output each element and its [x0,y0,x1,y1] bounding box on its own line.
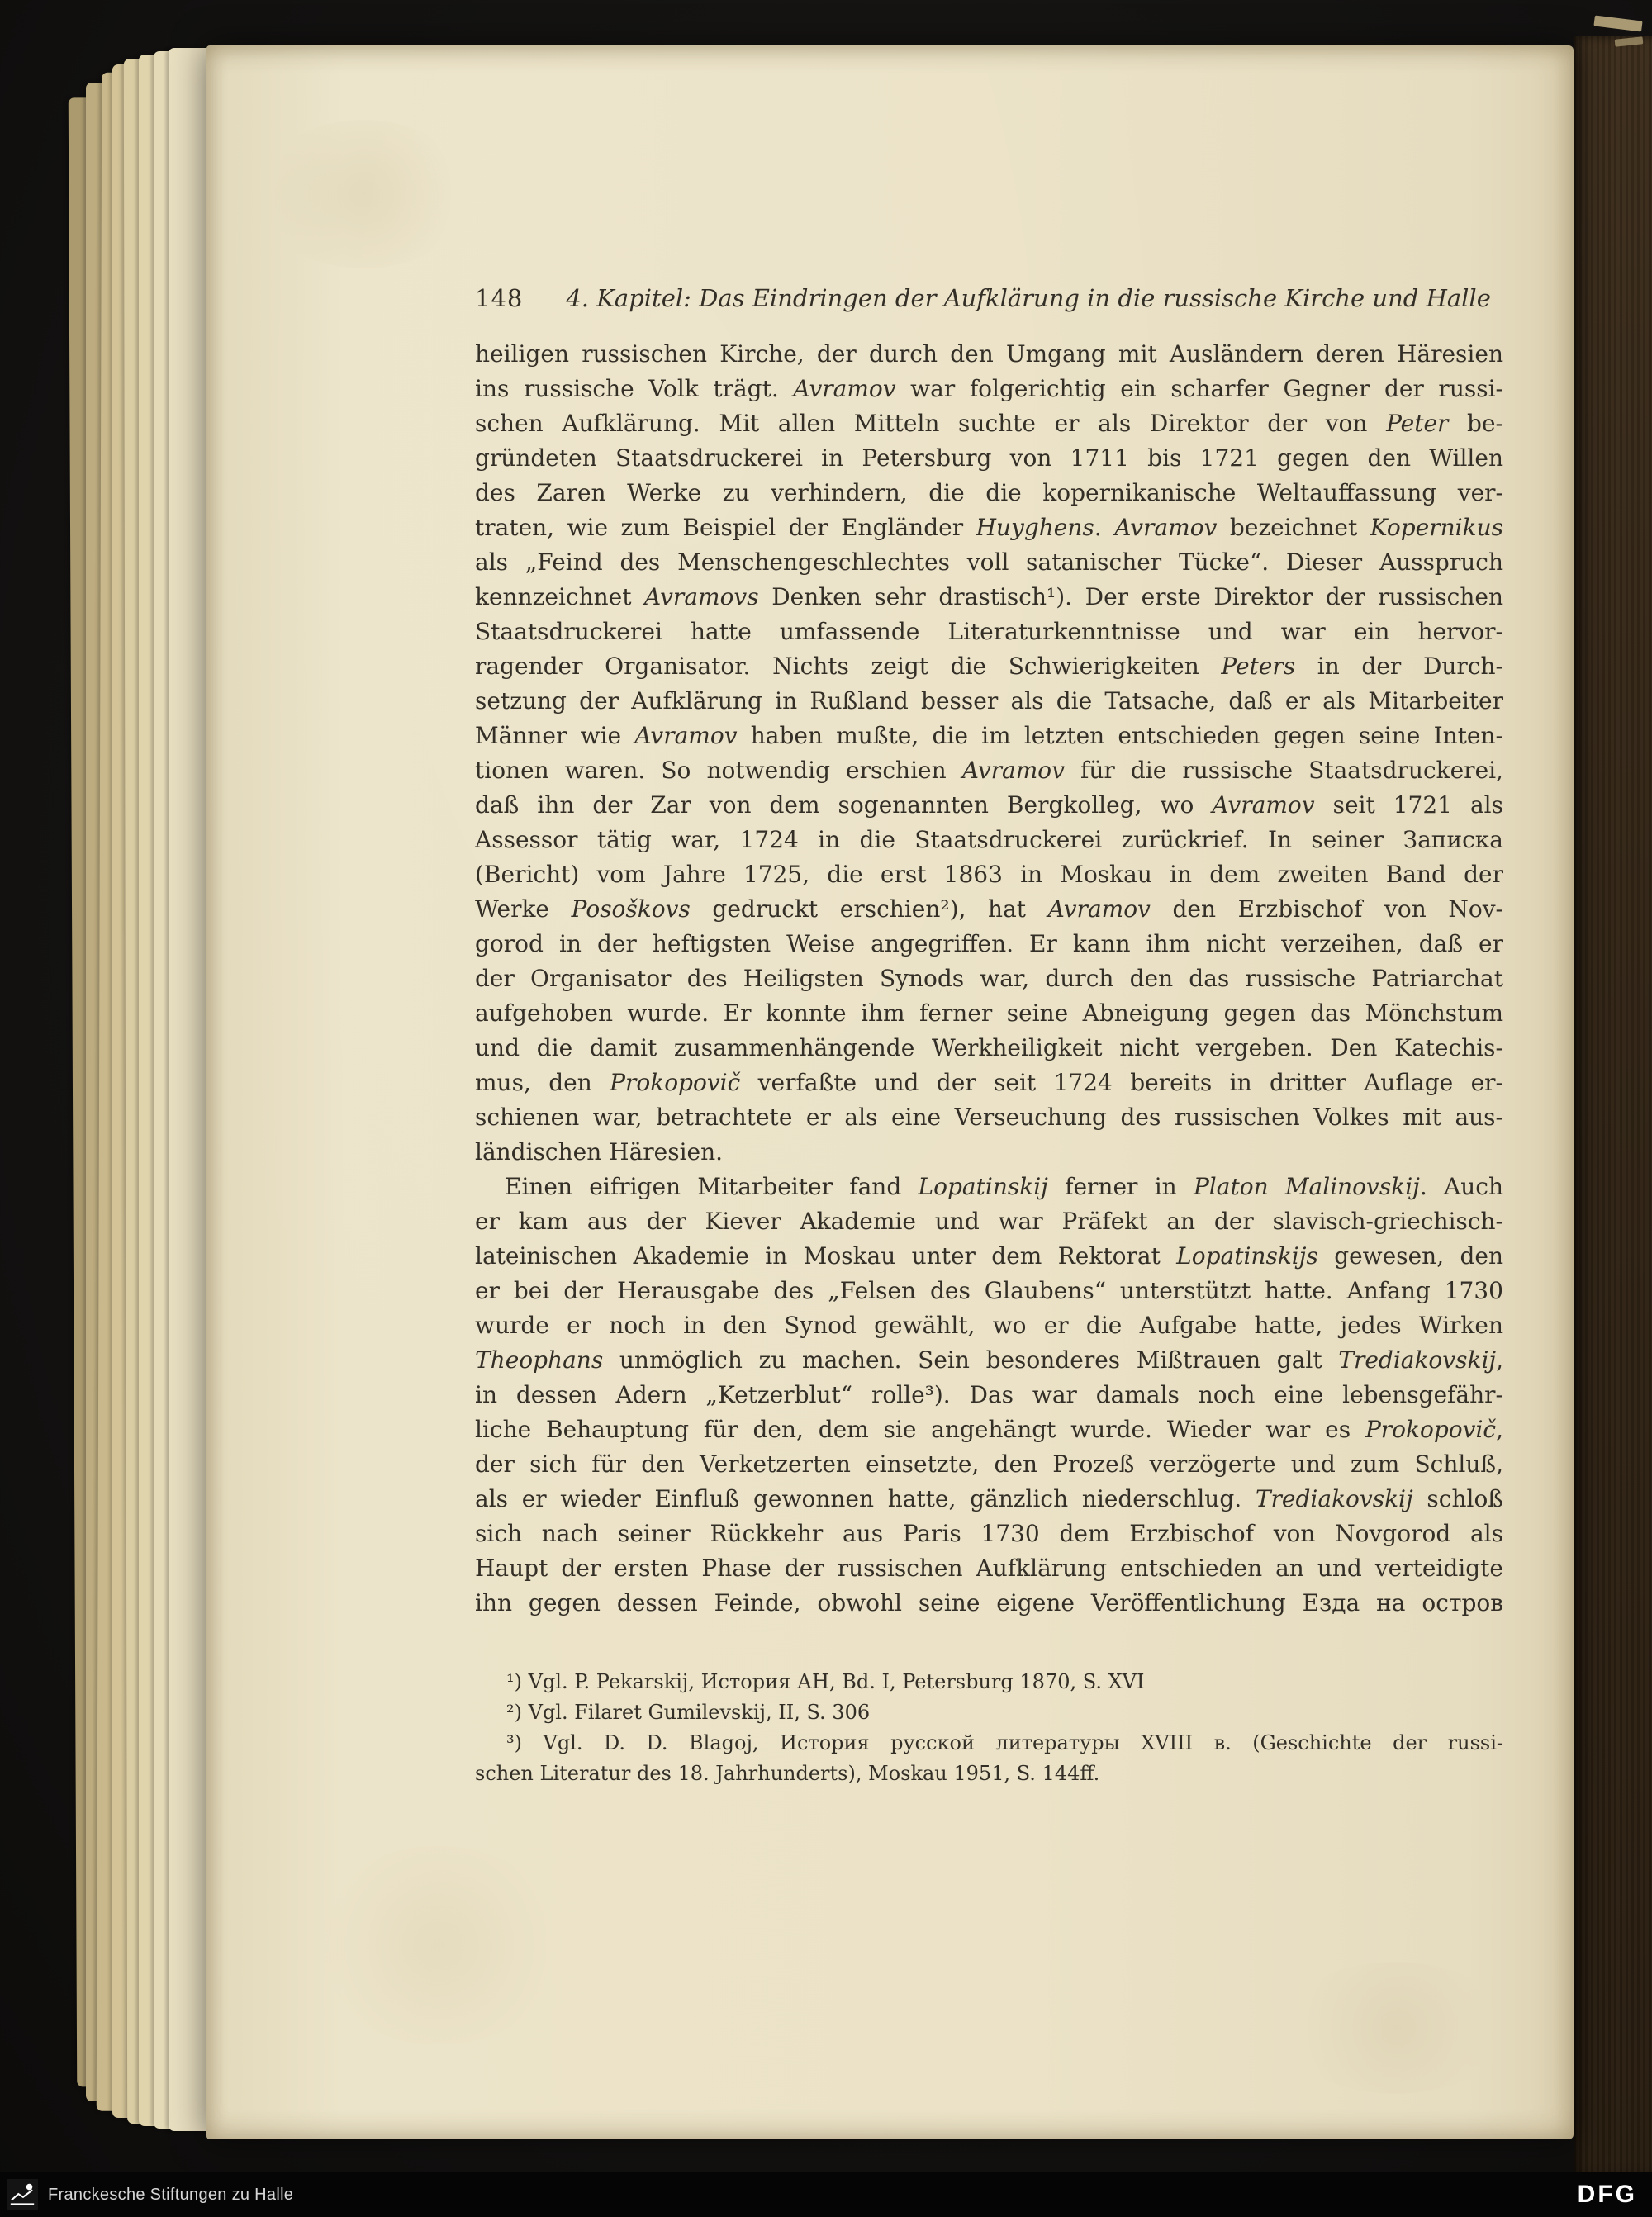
text-line: gründeten Staatsdruckerei in Petersburg von 1711 bis 1721 gegen den Willen [475,444,1503,472]
footnote-line: ³) Vgl. D. D. Blagoj, История русской литературы XVIII в. (Geschichte der russi- [506,1731,1503,1754]
text-line: tionen waren. So notwendig erschien Avramov für die russische Staatsdruckerei, [475,757,1503,784]
text-line: ragender Organisator. Nichts zeigt die Schwierigkeiten Peters in der Durch- [475,653,1503,680]
text-line: daß ihn der Zar von dem sogenannten Bergkolleg, wo Avramov seit 1721 als [475,791,1503,819]
book-page [206,45,1574,2139]
footer-institution-label: Franckesche Stiftungen zu Halle [48,2185,294,2204]
footer-left [0,2179,293,2210]
text-line: lateinischen Akademie in Moskau unter dem Rektorat Lopatinskijs gewesen, den [475,1242,1503,1270]
text-line: des Zaren Werke zu verhindern, die die kopernikanische Weltauffassung ver- [475,479,1503,506]
text-line: schen Aufklärung. Mit allen Mitteln suchte er als Direktor der von Peter be- [475,410,1503,437]
footnote-line: ¹) Vgl. P. Pekarskij, История АН, Bd. I, Petersburg 1870, S. XVI [506,1670,1145,1693]
page-number: 148 [475,284,524,312]
running-header [475,281,1503,316]
text-line: kennzeichnet Avramovs Denken sehr drastisch¹). Der erste Direktor der russischen [475,583,1503,610]
text-line: Werke Posoškovs gedruckt erschien²), hat Avramov den Erzbischof von Nov- [475,895,1503,923]
text-line: mus, den Prokopovič verfaßte und der seit 1724 bereits in dritter Auflage er- [475,1069,1503,1096]
text-line: als er wieder Einfluß gewonnen hatte, gänzlich niederschlug. Trediakovskij schloß [475,1485,1503,1512]
text-line: Theophans unmöglich zu machen. Sein besonderes Mißtrauen galt Trediakovskij, [475,1346,1503,1374]
text-line: der Organisator des Heiligsten Synods war, durch den das russische Patriarchat [475,965,1503,992]
book-cover-edge [1574,36,1652,2176]
text-line: Assessor tätig war, 1724 in die Staatsdruckerei zurückrief. In seiner Записка [475,826,1503,853]
paper-stain [256,120,471,268]
text-line: sich nach seiner Rückkehr aus Paris 1730 dem Erzbischof von Novgorod als [475,1520,1503,1547]
text-line: (Bericht) vom Jahre 1725, die erst 1863 in Moskau in dem zweiten Band der [475,861,1503,888]
text-line: Staatsdruckerei hatte umfassende Literaturkenntnisse und war ein hervor- [475,618,1503,645]
chapter-title: 4. Kapitel: Das Eindringen der Aufklärung in die russische Kirche und Halle [566,284,1491,312]
paper-stain [306,1846,570,2044]
dfg-logo: DFG [1577,2181,1637,2208]
text-line: liche Behauptung für den, dem sie angehängt wurde. Wieder war es Prokopovič, [475,1416,1503,1443]
text-line: gorod in der heftigsten Weise angegriffen. Er kann ihm nicht verzeihen, daß er [475,930,1503,957]
footnote-line: ²) Vgl. Filaret Gumilevskij, II, S. 306 [506,1701,871,1724]
text-line: er bei der Herausgabe des „Felsen des Glaubens“ unterstützt hatte. Anfang 1730 [475,1277,1503,1304]
text-line: und die damit zusammenhängende Werkheiligkeit nicht vergeben. Den Katechis- [475,1034,1503,1061]
text-line: heiligen russischen Kirche, der durch den Umgang mit Ausländern deren Häresien [475,340,1503,368]
text-line: ihn gegen dessen Feinde, obwohl seine eigene Veröffentlichung Езда на остров [475,1589,1503,1616]
text-line: Einen eifrigen Mitarbeiter fand Lopatinskij ferner in Platon Malinovskij. Auch [505,1173,1503,1200]
text-line: aufgehoben wurde. Er konnte ihm ferner seine Abneigung gegen das Mönchstum [475,999,1503,1027]
viewer-footer [0,2172,1652,2217]
text-line: in dessen Adern „Ketzerblut“ rolle³). Das war damals noch eine lebensgefähr- [475,1381,1503,1408]
text-line: als „Feind des Menschengeschlechtes voll satanischer Tücke“. Dieser Ausspruch [475,548,1503,576]
text-line: er kam aus der Kiever Akademie und war Präfekt an der slavisch-griechisch- [475,1208,1503,1235]
text-line: schienen war, betrachtete er als eine Verseuchung des russischen Volkes mit aus- [475,1104,1503,1131]
footnotes [475,1667,1503,1789]
text-line: Haupt der ersten Phase der russischen Aufklärung entschieden an und verteidigte [475,1555,1503,1582]
text-line: wurde er noch in den Synod gewählt, wo er die Aufgabe hatte, jedes Wirken [475,1312,1503,1339]
footnote-line: schen Literatur des 18. Jahrhunderts), Moskau 1951, S. 144ff. [475,1762,1100,1785]
text-line: setzung der Aufklärung in Rußland besser als die Tatsache, daß er als Mitarbeiter [475,687,1503,714]
text-line: ländischen Häresien. [475,1138,724,1165]
text-block [475,281,1503,1789]
page-body [475,337,1503,1621]
francke-stiftungen-logo-icon [7,2179,38,2210]
paragraph [475,1170,1503,1621]
text-line: der sich für den Verketzerten einsetzte, den Prozeß verzögerte und zum Schluß, [475,1450,1503,1478]
paper-fragment [1593,16,1642,32]
text-line: Männer wie Avramov haben mußte, die im letzten entschieden gegen seine Inten- [475,722,1503,749]
text-line: traten, wie zum Beispiel der Engländer Huyghens. Avramov bezeichnet Kopernikus [475,514,1503,541]
text-line: ins russische Volk trägt. Avramov war folgerichtig ein scharfer Gegner der russi- [475,375,1503,402]
paragraph [475,337,1503,1170]
paper-stain [1280,1962,1512,2094]
